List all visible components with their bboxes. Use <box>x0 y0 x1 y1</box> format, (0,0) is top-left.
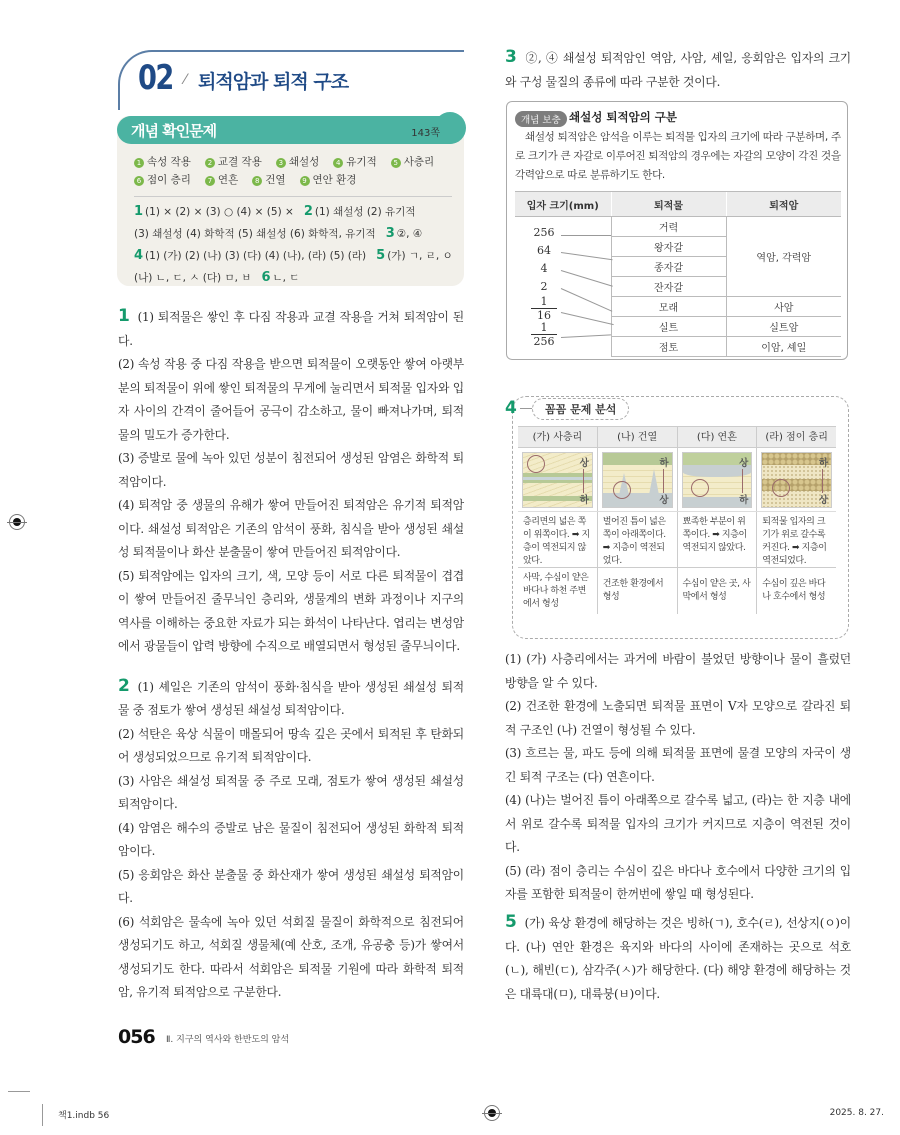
explanation-q3: 3 ②, ④ 쇄설성 퇴적암인 역암, 사암, 셰일, 응회암은 입자의 크기와 구성 물질의 종류에 따라 구분한 것이다. <box>505 47 851 89</box>
boundary-line <box>561 334 611 338</box>
question-number: 1 <box>118 306 130 326</box>
question-number: 5 <box>505 912 517 932</box>
sediment-cell: 점토 <box>611 337 726 357</box>
crop-mark <box>42 1104 43 1126</box>
question-number: 3 <box>505 47 517 67</box>
concept-supplement-box <box>506 101 848 360</box>
number-badge-icon: 3 <box>276 158 286 168</box>
question-number: 2 <box>118 675 130 696</box>
supplement-title: 쇄설성 퇴적암의 구분 <box>569 110 677 124</box>
sedimentary-structure-grid <box>518 426 836 614</box>
formation-environment: 사막, 수심이 얕은 바다나 하천 주변에서 형성 <box>523 572 589 609</box>
registration-mark-icon <box>484 1105 500 1121</box>
column-header: 퇴적물 <box>611 192 726 217</box>
number-badge-icon: 9 <box>300 176 310 186</box>
size-fraction-1-256: 1 256 <box>529 322 559 347</box>
boundary-line <box>561 252 613 260</box>
answer-2-cont: (3) 쇄설성 (4) 화학적 (5) 쇄설성 (6) 화학적, 유기적 <box>134 228 376 240</box>
page-reference: 143쪽 <box>411 128 440 139</box>
slash-decoration: ⁄ <box>184 72 187 88</box>
mud-crack-illustration: 하 상 <box>602 452 673 508</box>
concept-check-header <box>117 116 464 144</box>
column-header: 퇴적암 <box>726 192 841 217</box>
answer-1: (1) × (2) × (3) ○ (4) × (5) × <box>145 206 294 218</box>
chapter-title: Ⅱ. 지구의 역사와 한반도의 암석 <box>166 1035 290 1045</box>
divider <box>134 196 452 197</box>
section-title: 퇴적암과 퇴적 구조 <box>198 71 349 93</box>
rock-cell: 이암, 셰일 <box>726 337 841 357</box>
answer-6: ㄴ, ㄷ <box>272 272 300 284</box>
explanation-q1: 1 (1) 퇴적물은 쌓인 후 다짐 작용과 교결 작용을 거쳐 퇴적암이 된다. (2) 속성 작용 중 다짐 작용을 받으면 퇴적물이 오랫동안 쌓여 아랫부분의 퇴적물이 위에 쌓인 퇴적물의 무게에 눌리면서 퇴적물 입자와 입자 사이의 간격이 줄어들어 공극이 감소하고, 물이 빠져나가며, 퇴적물의 밀도가 증가한다. (3) 증발로 물에 녹아 있던 성분이 침전되어 생성된 암염은 화학적 퇴적암이다. (4) 퇴적암 중 생물의 유해가 쌓여 만들어진 퇴적암은 유기적 퇴적암이다. 쇄설성 퇴적암은 기존의 암석이 풍화, 침식을 받아 생성된 쇄설성 퇴적물이나 화산 분출물이 쌓여 만들어진 퇴적암이다. (5) 퇴적암에는 입자의 크기, 색, 모양 등이 서로 다른 퇴적물이 겹겹이 쌓여 만들어진 줄무늬인 층리와, 생물계의 변화 과정이나 지구의 역사를 이해하는 중요한 자료가 되는 화석이 나타난다. 엽리는 변성암에서 광물들이 압력 방향에 수직으로 배열되면서 형성된 줄무늬이다. <box>118 306 464 653</box>
keyword-item: 4 유기적 <box>333 153 376 171</box>
keyword-list <box>134 153 454 189</box>
page-number: 056 <box>118 1026 155 1048</box>
up-down-arrow-icon <box>822 469 823 493</box>
answer-5-cont: (나) ㄴ, ㄷ, ㅅ (다) ㅁ, ㅂ <box>134 272 252 284</box>
keyword-item: 5 사층리 <box>391 153 434 171</box>
size-value: 2 <box>540 280 548 293</box>
formation-environment: 건조한 환경에서 형성 <box>597 568 677 614</box>
rock-cell: 역암, 각력암 <box>726 217 841 297</box>
highlight-circle <box>527 455 545 473</box>
formation-environment: 수심이 얕은 곳, 사막에서 형성 <box>677 568 757 614</box>
up-down-arrow-icon <box>583 469 584 493</box>
sediment-cell: 잔자갈 <box>611 277 726 297</box>
keyword-item: 6 점이 층리 <box>134 171 191 189</box>
explanation-q5: 5 (가) 육상 환경에 해당하는 것은 빙하(ㄱ), 호수(ㄹ), 선상지(ㅇ)이다. (나) 연안 환경은 육지와 바다의 사이에 존재하는 곳으로 석호(ㄴ), 해빈(ㄷ), 삼각주(ㅅ)가 해당한다. (다) 해양 환경에 해당하는 것은 대륙대(ㅁ), 대륙붕(ㅂ)이다. <box>505 912 851 1001</box>
supplement-description: 쇄설성 퇴적암은 암석을 이루는 퇴적물 입자의 크기에 따라 구분하며, 주로 크기가 큰 자갈로 이루어진 퇴적암의 경우에는 자갈의 모양이 각진 것을 각력암으로 따로 분류하기도 한다. <box>515 131 841 181</box>
registration-mark-icon <box>9 514 25 530</box>
cross-bedding-illustration: 상 하 <box>522 452 593 508</box>
keyword-item: 1 속성 작용 <box>134 153 191 171</box>
column-header: 입자 크기(mm) <box>515 192 611 217</box>
rock-cell: 실트암 <box>726 317 841 337</box>
explanation-q2: 2 (1) 셰일은 기존의 암석이 풍화·침식을 받아 생성된 쇄설성 퇴적물 중 점토가 쌓여 생성된 쇄설성 퇴적암이다. (2) 석탄은 육상 식물이 매몰되어 땅속 깊은 곳에서 퇴적된 후 탄화되어 생성되었으므로 유기적 퇴적암이다. (3) 사암은 쇄설성 퇴적물 중 주로 모래, 점토가 쌓여 생성된 쇄설성 퇴적암이다. (4) 암염은 해수의 증발로 남은 물질이 침전되어 생성된 화학적 퇴적암이다. (5) 응회암은 화산 분출물 중 화산재가 쌓여 생성된 쇄설성 퇴적암이다. (6) 석회암은 물속에 녹아 있던 석회질 물질이 화학적으로 침전되어 생성되기도 하고, 석회질 생물체(예 산호, 조개, 유공충 등)가 쌓여서 생성되기도 한다. 따라서 석회암은 퇴적물 기원에 따라 화학적 퇴적암, 유기적 퇴적암으로 구분한다. <box>118 675 464 999</box>
supplement-tag: 개념 보충 <box>515 111 567 127</box>
highlight-circle <box>772 479 790 497</box>
number-badge-icon: 7 <box>205 176 215 186</box>
boundary-line <box>561 288 613 312</box>
formation-environments <box>518 568 836 614</box>
structure-name: (나) 건열 <box>597 427 677 447</box>
answer-3: ②, ④ <box>396 228 423 240</box>
sediment-cell: 왕자갈 <box>611 237 726 257</box>
connector-line <box>520 408 532 409</box>
concept-check-title: 개념 확인문제 <box>131 122 217 140</box>
size-value: 4 <box>540 262 548 275</box>
keyword-item: 2 교결 작용 <box>205 153 262 171</box>
number-badge-icon: 1 <box>134 158 144 168</box>
rock-cell: 사암 <box>726 297 841 317</box>
file-info: 책1.indb 56 <box>58 1111 110 1121</box>
answer-4: (1) (가) (2) (나) (3) (다) (4) (나), (라) (5) (라) <box>145 250 367 262</box>
structure-description: 뾰족한 부분이 위쪽이다. ➡ 지층이 역전되지 않았다. <box>677 512 757 567</box>
structure-description: 벌어진 틈이 넓은 쪽이 아래쪽이다. ➡ 지층이 역전되었다. <box>597 512 677 567</box>
keyword-item: 3 쇄설성 <box>276 153 319 171</box>
sediment-cell: 종자갈 <box>611 257 726 277</box>
highlight-circle <box>613 481 631 499</box>
number-badge-icon: 8 <box>252 176 262 186</box>
answer-key: 1 (1) × (2) × (3) ○ (4) × (5) × 2 (1) 쇄설성 (2) 유기적 (3) 쇄설성 (4) 화학적 (5) 쇄설성 (6) 화학적, 유기적 3 ②, ④ 4 (1) (가) (2) (나) (3) (다) (4) (나), (라) (5) (라) 5 (가) ㄱ, ㄹ, ㅇ (나) ㄴ, ㄷ, ㅅ (다) ㅁ, ㅂ 6 ㄴ, ㄷ <box>134 204 453 285</box>
boundary-line <box>561 235 611 236</box>
boundary-line <box>561 270 613 287</box>
number-badge-icon: 5 <box>391 158 401 168</box>
grid-header <box>518 426 836 448</box>
answer-2: (1) 쇄설성 (2) 유기적 <box>314 206 416 218</box>
explanations-left-column <box>118 305 464 1015</box>
structure-name: (다) 연흔 <box>677 427 757 447</box>
sediment-cell: 거력 <box>611 217 726 237</box>
ripple-mark-illustration: 상 하 <box>682 452 753 508</box>
keyword-item: 9 연안 환경 <box>300 171 357 189</box>
analysis-tab: 꼼꼼 문제 분석 <box>532 398 629 420</box>
number-badge-icon: 4 <box>333 158 343 168</box>
section-number: 02 <box>138 58 173 98</box>
graded-bedding-illustration: 하 상 <box>761 452 832 508</box>
answer-5: (가) ㄱ, ㄹ, ㅇ <box>387 250 453 262</box>
question-number: 4 <box>505 398 517 418</box>
up-down-arrow-icon <box>742 469 743 493</box>
keyword-item: 8 건열 <box>252 171 285 189</box>
sediment-cell: 모래 <box>611 297 726 317</box>
crop-mark <box>8 1091 30 1092</box>
formation-environment: 수심이 깊은 바다나 호수에서 형성 <box>756 568 836 614</box>
structure-illustrations <box>518 448 836 512</box>
highlight-circle <box>691 479 709 497</box>
grain-size-scale <box>515 216 611 356</box>
print-date: 2025. 8. 27. <box>829 1108 884 1118</box>
size-value: 256 <box>533 226 555 239</box>
size-value: 64 <box>537 244 551 257</box>
section-header <box>118 50 464 110</box>
structure-descriptions <box>518 512 836 568</box>
explanation-q4: (1) (가) 사층리에서는 과거에 바람이 불었던 방향이나 물이 흘렀던 방향을 알 수 있다. (2) 건조한 환경에 노출되면 퇴적물 표면이 V자 모양으로 갈라진 퇴적 구조인 (나) 건열이 형성될 수 있다. (3) 흐르는 물, 파도 등에 의해 퇴적물 표면에 물결 모양의 자국이 생긴 퇴적 구조는 (다) 연흔이다. (4) (나)는 벌어진 틈이 아래쪽으로 갈수록 넓고, (라)는 한 지층 내에서 위로 갈수록 퇴적물 입자의 크기가 커지므로 지층이 역전된 것이다. (5) (라) 점이 층리는 수심이 깊은 바다나 호수에서 다양한 크기의 입자를 포함한 퇴적물이 한꺼번에 쌓일 때 형성된다. <box>505 652 851 901</box>
keyword-item: 7 연흔 <box>205 171 238 189</box>
size-fraction-1-16: 1 16 <box>529 296 559 321</box>
structure-name: (가) 사층리 <box>532 432 583 443</box>
number-badge-icon: 2 <box>205 158 215 168</box>
up-down-arrow-icon <box>663 469 664 493</box>
structure-name: (라) 점이 층리 <box>756 427 836 447</box>
structure-description: 층리면의 넓은 쪽이 위쪽이다. ➡ 지층이 역전되지 않았다. <box>523 517 590 566</box>
structure-description: 퇴적물 입자의 크기가 위로 갈수록 커진다. ➡ 지층이 역전되었다. <box>756 512 836 567</box>
boundary-line <box>561 312 614 325</box>
sediment-cell: 실트 <box>611 317 726 337</box>
number-badge-icon: 6 <box>134 176 144 186</box>
